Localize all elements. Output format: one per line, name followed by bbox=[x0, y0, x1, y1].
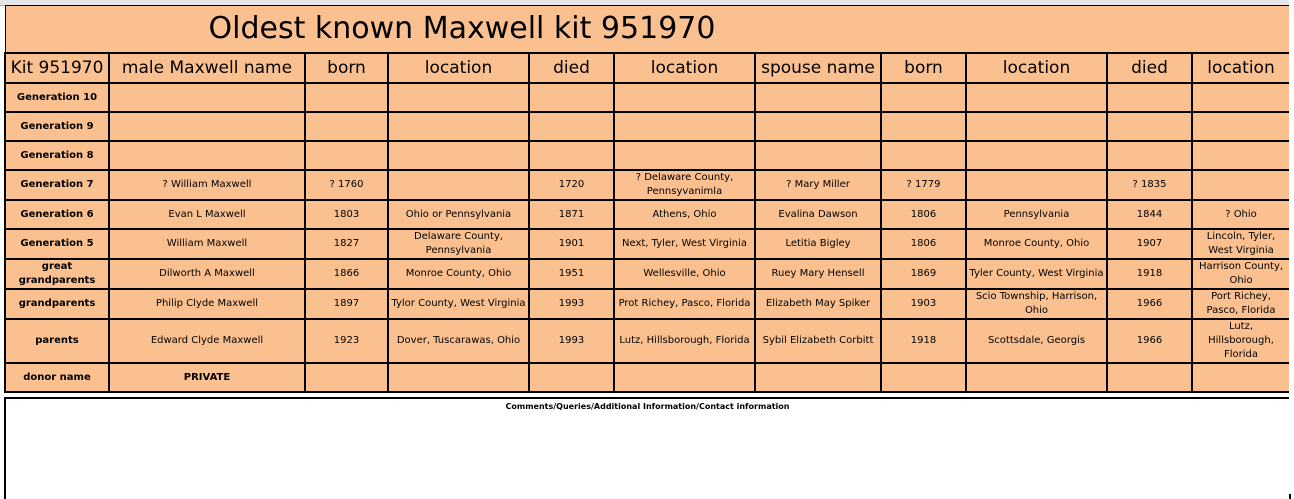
table-cell[interactable]: Tylor County, West Virginia bbox=[388, 289, 529, 319]
table-cell[interactable]: Evan L Maxwell bbox=[109, 200, 305, 229]
table-cell[interactable]: 1866 bbox=[305, 259, 388, 289]
table-cell[interactable]: Ruey Mary Hensell bbox=[755, 259, 881, 289]
table-cell[interactable] bbox=[529, 141, 614, 170]
table-cell[interactable]: 1918 bbox=[881, 319, 966, 363]
table-cell[interactable] bbox=[755, 112, 881, 141]
table-cell[interactable]: Next, Tyler, West Virginia bbox=[614, 229, 755, 259]
table-cell[interactable] bbox=[1107, 83, 1192, 112]
table-cell[interactable] bbox=[966, 363, 1107, 392]
table-cell[interactable]: Monroe County, Ohio bbox=[388, 259, 529, 289]
column-header[interactable]: spouse name bbox=[755, 53, 881, 83]
table-cell[interactable]: ? 1779 bbox=[881, 170, 966, 200]
table-cell[interactable] bbox=[1192, 112, 1290, 141]
table-cell[interactable]: Ohio or Pennsylvania bbox=[388, 200, 529, 229]
table-row bbox=[5, 319, 1290, 363]
table-cell[interactable] bbox=[1192, 83, 1290, 112]
table-row bbox=[5, 112, 1290, 141]
table-cell[interactable] bbox=[388, 141, 529, 170]
table-cell[interactable]: 1720 bbox=[529, 170, 614, 200]
table-cell[interactable]: Pennsylvania bbox=[966, 200, 1107, 229]
table-cell[interactable] bbox=[388, 112, 529, 141]
table-cell[interactable]: 1844 bbox=[1107, 200, 1192, 229]
table-cell[interactable] bbox=[529, 83, 614, 112]
table-cell[interactable]: Letitia Bigley bbox=[755, 229, 881, 259]
table-cell[interactable] bbox=[614, 363, 755, 392]
table-cell[interactable]: Scottsdale, Georgis bbox=[966, 319, 1107, 363]
maxwell-lineage-table bbox=[4, 5, 1291, 393]
table-cell[interactable]: Evalina Dawson bbox=[755, 200, 881, 229]
table-cell[interactable]: Lutz, Hillsborough, Florida bbox=[1192, 319, 1290, 363]
table-cell[interactable] bbox=[966, 83, 1107, 112]
table-cell[interactable]: 1803 bbox=[305, 200, 388, 229]
table-cell[interactable] bbox=[881, 112, 966, 141]
table-cell[interactable] bbox=[109, 141, 305, 170]
table-cell[interactable]: Lincoln, Tyler, West Virginia bbox=[1192, 229, 1290, 259]
table-cell[interactable] bbox=[388, 83, 529, 112]
table-cell[interactable]: 1806 bbox=[881, 200, 966, 229]
table-cell[interactable]: 1897 bbox=[305, 289, 388, 319]
table-cell[interactable] bbox=[529, 112, 614, 141]
table-cell[interactable] bbox=[881, 141, 966, 170]
table-cell[interactable] bbox=[1192, 363, 1290, 392]
table-cell[interactable] bbox=[305, 363, 388, 392]
column-header[interactable]: born bbox=[305, 53, 388, 83]
table-cell[interactable] bbox=[109, 112, 305, 141]
table-cell[interactable]: 1993 bbox=[529, 289, 614, 319]
table-cell[interactable] bbox=[529, 363, 614, 392]
table-cell[interactable] bbox=[755, 363, 881, 392]
table-cell[interactable]: Edward Clyde Maxwell bbox=[109, 319, 305, 363]
table-cell[interactable]: 1951 bbox=[529, 259, 614, 289]
table-cell[interactable]: Tyler County, West Virginia bbox=[966, 259, 1107, 289]
table-cell[interactable]: Dilworth A Maxwell bbox=[109, 259, 305, 289]
row-label[interactable]: Generation 7 bbox=[5, 170, 109, 200]
table-cell[interactable]: Elizabeth May Spiker bbox=[755, 289, 881, 319]
table-cell[interactable]: 1923 bbox=[305, 319, 388, 363]
table-cell[interactable] bbox=[966, 170, 1107, 200]
table-cell[interactable] bbox=[755, 83, 881, 112]
column-header[interactable]: location bbox=[966, 53, 1107, 83]
column-header[interactable]: location bbox=[388, 53, 529, 83]
table-cell[interactable] bbox=[966, 141, 1107, 170]
table-cell[interactable] bbox=[388, 170, 529, 200]
table-cell[interactable]: Prot Richey, Pasco, Florida bbox=[614, 289, 755, 319]
table-cell[interactable] bbox=[109, 83, 305, 112]
table-cell[interactable]: 1806 bbox=[881, 229, 966, 259]
row-label[interactable]: grandparents bbox=[5, 289, 109, 319]
table-cell[interactable] bbox=[1107, 141, 1192, 170]
table-cell[interactable] bbox=[1192, 141, 1290, 170]
donor-name-cell[interactable]: PRIVATE bbox=[109, 363, 305, 392]
row-label[interactable]: parents bbox=[5, 319, 109, 363]
table-cell[interactable]: ? William Maxwell bbox=[109, 170, 305, 200]
column-header[interactable]: location bbox=[1192, 53, 1290, 83]
table-cell[interactable] bbox=[614, 112, 755, 141]
table-cell[interactable] bbox=[1107, 112, 1192, 141]
table-cell[interactable]: Port Richey, Pasco, Florida bbox=[1192, 289, 1290, 319]
table-cell[interactable]: Athens, Ohio bbox=[614, 200, 755, 229]
table-row bbox=[5, 229, 1290, 259]
table-row bbox=[5, 170, 1290, 200]
table-cell[interactable]: ? Delaware County, Pennsyvanimla bbox=[614, 170, 755, 200]
table-cell[interactable] bbox=[614, 83, 755, 112]
column-header[interactable]: born bbox=[881, 53, 966, 83]
table-cell[interactable] bbox=[305, 141, 388, 170]
header-row bbox=[5, 53, 1290, 83]
table-cell[interactable]: ? Ohio bbox=[1192, 200, 1290, 229]
table-cell[interactable] bbox=[305, 112, 388, 141]
row-label[interactable]: Generation 8 bbox=[5, 141, 109, 170]
column-header[interactable]: died bbox=[1107, 53, 1192, 83]
table-row bbox=[5, 83, 1290, 112]
column-header[interactable]: male Maxwell name bbox=[109, 53, 305, 83]
table-cell[interactable]: Scio Township, Harrison, Ohio bbox=[966, 289, 1107, 319]
table-cell[interactable] bbox=[614, 141, 755, 170]
spreadsheet bbox=[4, 5, 1289, 393]
table-cell[interactable]: Dover, Tuscarawas, Ohio bbox=[388, 319, 529, 363]
table-cell[interactable] bbox=[1107, 363, 1192, 392]
table-cell[interactable] bbox=[305, 83, 388, 112]
table-cell[interactable] bbox=[881, 363, 966, 392]
sheet-right-margin bbox=[1289, 0, 1294, 494]
table-row bbox=[5, 363, 1290, 392]
table-cell[interactable]: ? 1835 bbox=[1107, 170, 1192, 200]
row-label[interactable]: great grandparents bbox=[5, 259, 109, 289]
comments-box[interactable] bbox=[4, 397, 1291, 499]
table-cell[interactable]: Sybil Elizabeth Corbitt bbox=[755, 319, 881, 363]
table-cell[interactable]: Philip Clyde Maxwell bbox=[109, 289, 305, 319]
table-row bbox=[5, 200, 1290, 229]
table-cell[interactable]: ? Mary Miller bbox=[755, 170, 881, 200]
table-cell[interactable] bbox=[755, 141, 881, 170]
table-cell[interactable]: Harrison County, Ohio bbox=[1192, 259, 1290, 289]
table-cell[interactable] bbox=[388, 363, 529, 392]
table-cell[interactable] bbox=[881, 83, 966, 112]
column-header[interactable]: Kit 951970 bbox=[5, 53, 109, 83]
table-cell[interactable]: 1966 bbox=[1107, 289, 1192, 319]
table-row bbox=[5, 289, 1290, 319]
table-cell[interactable] bbox=[966, 112, 1107, 141]
table-cell[interactable]: Delaware County, Pennsylvania bbox=[388, 229, 529, 259]
comments-label: Comments/Queries/Additional Information/Contact information bbox=[505, 402, 790, 411]
column-header[interactable]: location bbox=[614, 53, 755, 83]
table-cell[interactable]: ? 1760 bbox=[305, 170, 388, 200]
row-label[interactable]: donor name bbox=[5, 363, 109, 392]
table-cell[interactable]: 1901 bbox=[529, 229, 614, 259]
row-label[interactable]: Generation 6 bbox=[5, 200, 109, 229]
row-label[interactable]: Generation 10 bbox=[5, 83, 109, 112]
table-cell[interactable]: 1827 bbox=[305, 229, 388, 259]
sheet-title[interactable]: Oldest known Maxwell kit 951970 bbox=[5, 6, 1290, 54]
table-cell[interactable]: 1903 bbox=[881, 289, 966, 319]
table-cell[interactable]: Monroe County, Ohio bbox=[966, 229, 1107, 259]
row-label[interactable]: Generation 9 bbox=[5, 112, 109, 141]
table-row bbox=[5, 259, 1290, 289]
column-header[interactable]: died bbox=[529, 53, 614, 83]
row-label[interactable]: Generation 5 bbox=[5, 229, 109, 259]
table-cell[interactable]: 1907 bbox=[1107, 229, 1192, 259]
table-cell[interactable]: 1918 bbox=[1107, 259, 1192, 289]
table-cell[interactable]: 1869 bbox=[881, 259, 966, 289]
table-row bbox=[5, 141, 1290, 170]
table-cell[interactable]: 1871 bbox=[529, 200, 614, 229]
table-cell[interactable]: Wellesville, Ohio bbox=[614, 259, 755, 289]
table-cell[interactable] bbox=[1192, 170, 1290, 200]
table-cell[interactable]: 1966 bbox=[1107, 319, 1192, 363]
table-cell[interactable]: William Maxwell bbox=[109, 229, 305, 259]
table-cell[interactable]: Lutz, Hillsborough, Florida bbox=[614, 319, 755, 363]
table-cell[interactable]: 1993 bbox=[529, 319, 614, 363]
